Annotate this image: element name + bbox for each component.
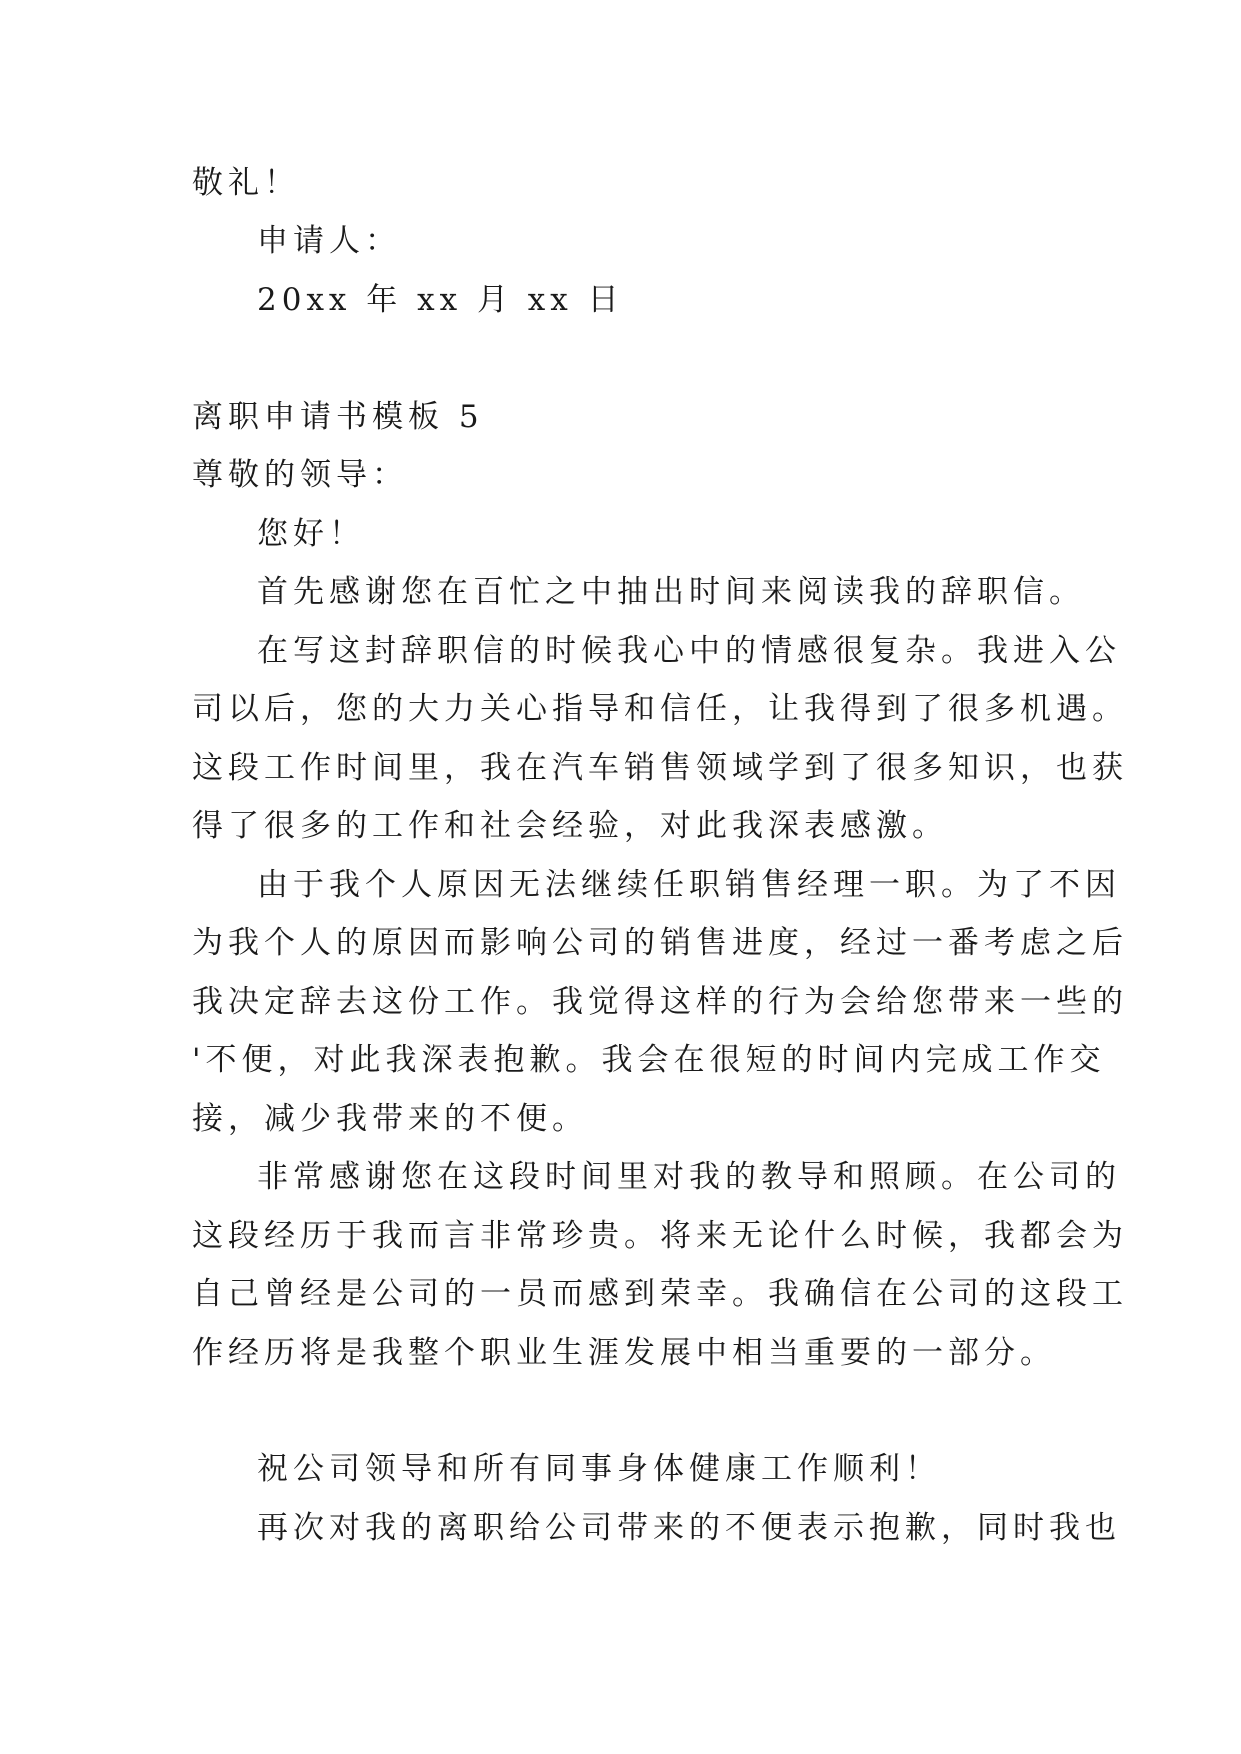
letter-recipient: 尊敬的领导： — [192, 457, 408, 493]
paragraph-line: 这段经历于我而言非常珍贵。将来无论什么时候，我都会为 — [192, 1218, 1128, 1254]
paragraph-line: 接，减少我带来的不便。 — [192, 1101, 588, 1137]
paragraph-line: 再次对我的离职给公司带来的不便表示抱歉，同时我也 — [257, 1510, 1121, 1546]
paragraph-line: 首先感谢您在百忙之中抽出时间来阅读我的辞职信。 — [257, 574, 1085, 610]
closing-wish: 祝公司领导和所有同事身体健康工作顺利！ — [257, 1451, 941, 1487]
letter-greeting: 您好！ — [257, 516, 365, 552]
paragraph-line: 非常感谢您在这段时间里对我的教导和照顾。在公司的 — [257, 1159, 1121, 1195]
applicant-label: 申请人： — [257, 223, 401, 259]
paragraph-line: 司以后，您的大力关心指导和信任，让我得到了很多机遇。 — [192, 691, 1128, 727]
paragraph-line: 这段工作时间里，我在汽车销售领域学到了很多知识，也获 — [192, 750, 1128, 786]
letter-title: 离职申请书模板 5 — [192, 399, 484, 435]
paragraph-line: 由于我个人原因无法继续任职销售经理一职。为了不因 — [257, 867, 1121, 903]
paragraph-line: 自己曾经是公司的一员而感到荣幸。我确信在公司的这段工 — [192, 1276, 1128, 1312]
closing-date: 20xx 年 xx 月 xx 日 — [257, 282, 624, 318]
paragraph-line: 在写这封辞职信的时候我心中的情感很复杂。我进入公 — [257, 633, 1121, 669]
paragraph-line: 我决定辞去这份工作。我觉得这样的行为会给您带来一些的 — [192, 984, 1128, 1020]
paragraph-line: 作经历将是我整个职业生涯发展中相当重要的一部分。 — [192, 1335, 1056, 1371]
paragraph-line: 为我个人的原因而影响公司的销售进度，经过一番考虑之后 — [192, 925, 1128, 961]
paragraph-line: '不便，对此我深表抱歉。我会在很短的时间内完成工作交 — [192, 1042, 1106, 1078]
paragraph-line: 得了很多的工作和社会经验，对此我深表感激。 — [192, 808, 948, 844]
closing-salute: 敬礼！ — [192, 165, 300, 201]
